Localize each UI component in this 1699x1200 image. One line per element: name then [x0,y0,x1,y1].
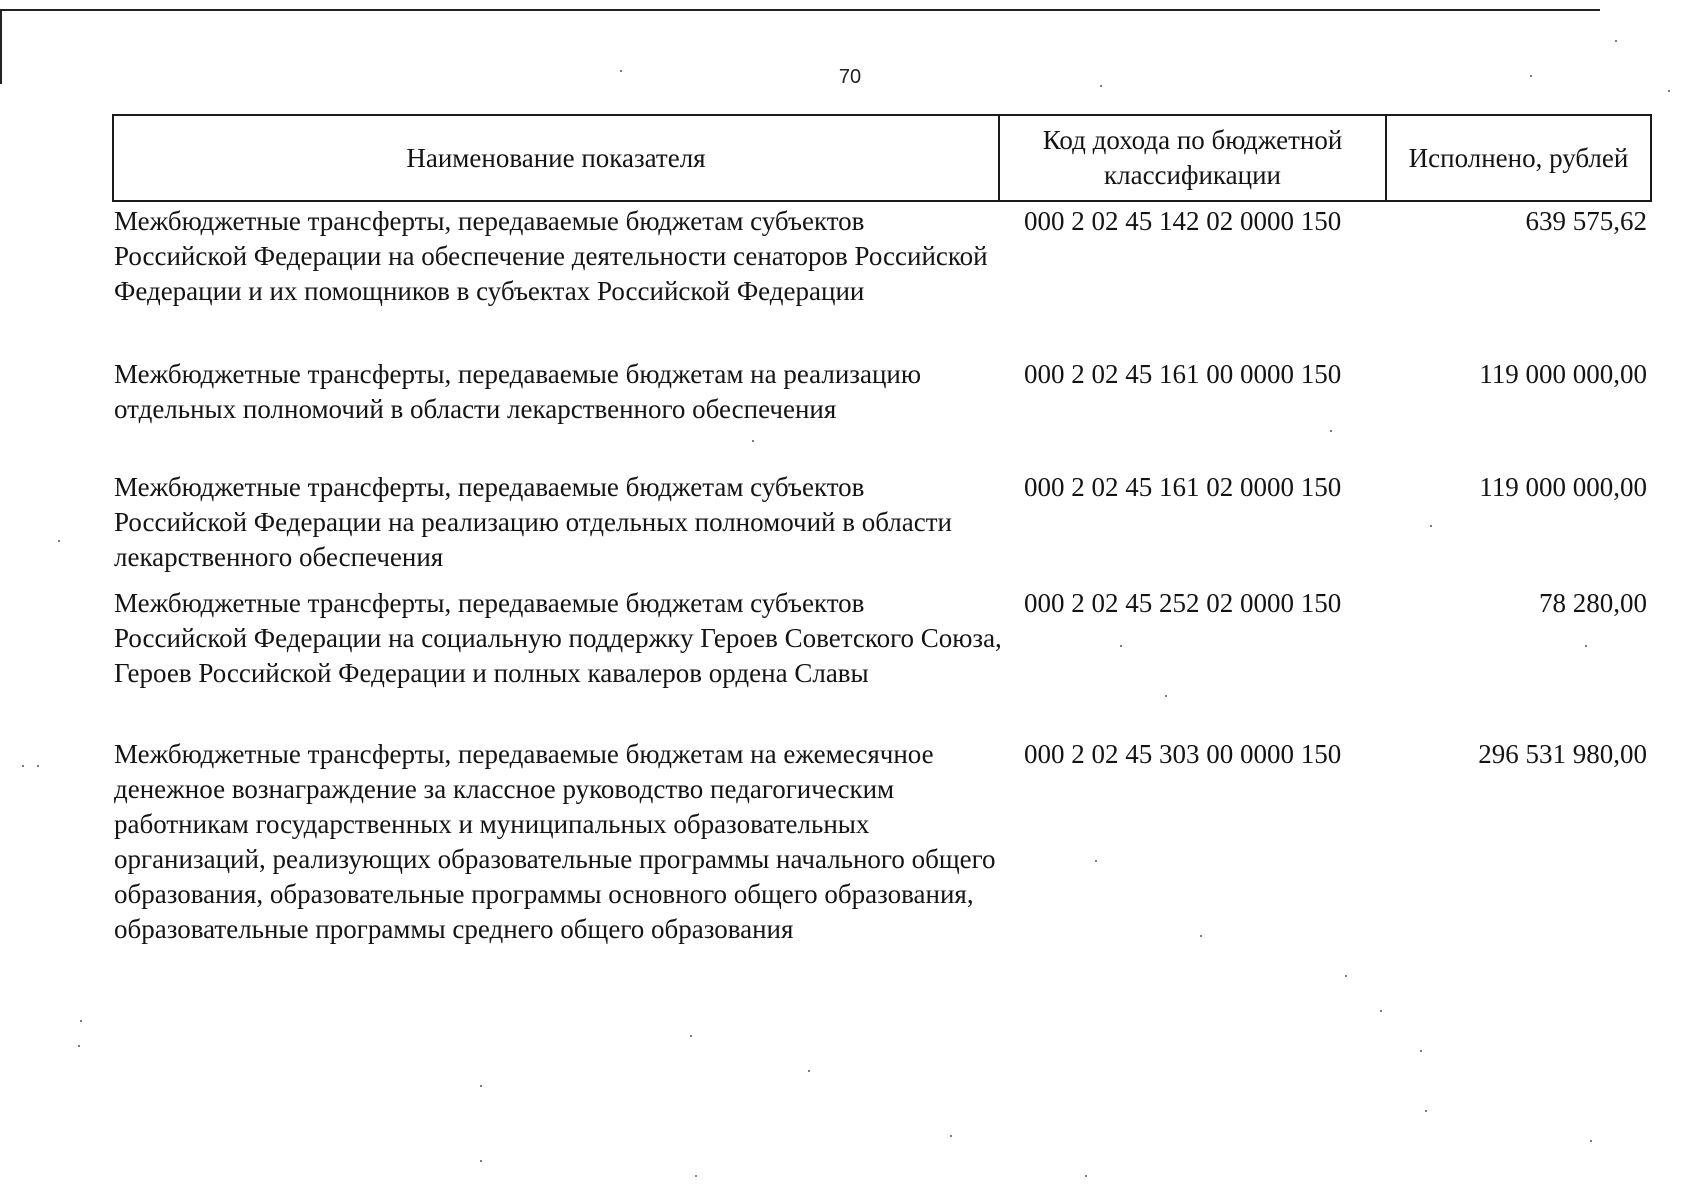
page-edge-line [0,9,2,84]
scan-speck [1420,1050,1422,1052]
scan-speck [480,1085,482,1087]
row-amount: 78 280,00 [1539,588,1647,618]
row-amount: 296 531 980,00 [1478,739,1647,769]
row-name: Межбюджетные трансферты, передаваемые бюджетам на ежемесячное денежное вознаграждение за классное руководство педагогическим работникам государственных и муниципальных образовательных организаций, реализующих образовательные программы начального общего образования, образовательные программы основного общего образования, образовательные программы среднего общего образования [114,739,996,944]
row-code: 000 2 02 45 142 02 0000 150 [1024,206,1342,236]
scan-speck [80,1020,82,1022]
scan-speck [1120,645,1122,647]
page-edge-line [0,9,1600,11]
scan-speck [1590,1140,1592,1142]
scan-speck [37,765,39,767]
column-header-name: Наименование показателя [114,116,1000,200]
scan-speck [1345,975,1347,977]
scan-speck [58,540,60,542]
row-code: 000 2 02 45 303 00 0000 150 [1024,739,1342,769]
scan-speck [1200,935,1202,937]
row-amount: 639 575,62 [1525,206,1647,236]
scan-speck [620,70,622,72]
scan-speck [1165,695,1167,697]
scan-speck [1085,1175,1087,1177]
row-amount: 119 000 000,00 [1479,472,1647,502]
row-name: Межбюджетные трансферты, передаваемые бюджетам субъектов Российской Федерации на реализацию отдельных полномочий в области лекарственного обеспечения [114,472,952,572]
scan-speck [695,1175,697,1177]
scan-speck [1530,75,1532,77]
column-header-amount: Исполнено, рублей [1408,142,1629,173]
row-code: 000 2 02 45 252 02 0000 150 [1024,588,1342,618]
page-number: 70 [838,66,862,88]
row-name: Межбюджетные трансферты, передаваемые бюджетам субъектов Российской Федерации на обеспечение деятельности сенаторов Российской Федерации и их помощников в субъектах Российской Федерации [114,206,988,306]
table-header [112,114,1652,202]
scan-speck [1668,90,1670,92]
row-code: 000 2 02 45 161 02 0000 150 [1024,472,1342,502]
scan-speck [78,1045,80,1047]
column-header-code: Код дохода по бюджетной классификации [1000,116,1387,200]
scan-speck [690,1035,692,1037]
scan-speck [1330,430,1332,432]
row-name: Межбюджетные трансферты, передаваемые бюджетам на реализацию отдельных полномочий в области лекарственного обеспечения [114,359,922,424]
scan-speck [950,1135,952,1137]
row-amount: 119 000 000,00 [1479,359,1647,389]
row-code: 000 2 02 45 161 00 0000 150 [1024,359,1342,389]
scan-speck [1095,860,1097,862]
scan-speck [1380,1010,1382,1012]
scan-speck [1100,85,1102,87]
scan-speck [1615,40,1617,42]
scan-speck [1585,645,1587,647]
scan-speck [1430,525,1432,527]
scan-speck [1425,1110,1427,1112]
scan-speck [480,1160,482,1162]
scan-speck [808,1070,810,1072]
row-name: Межбюджетные трансферты, передаваемые бюджетам субъектов Российской Федерации на социальную поддержку Героев Советского Союза, Героев Российской Федерации и полных кавалеров ордена Славы [114,588,1002,688]
scan-speck [22,765,24,767]
scan-speck [752,440,754,442]
